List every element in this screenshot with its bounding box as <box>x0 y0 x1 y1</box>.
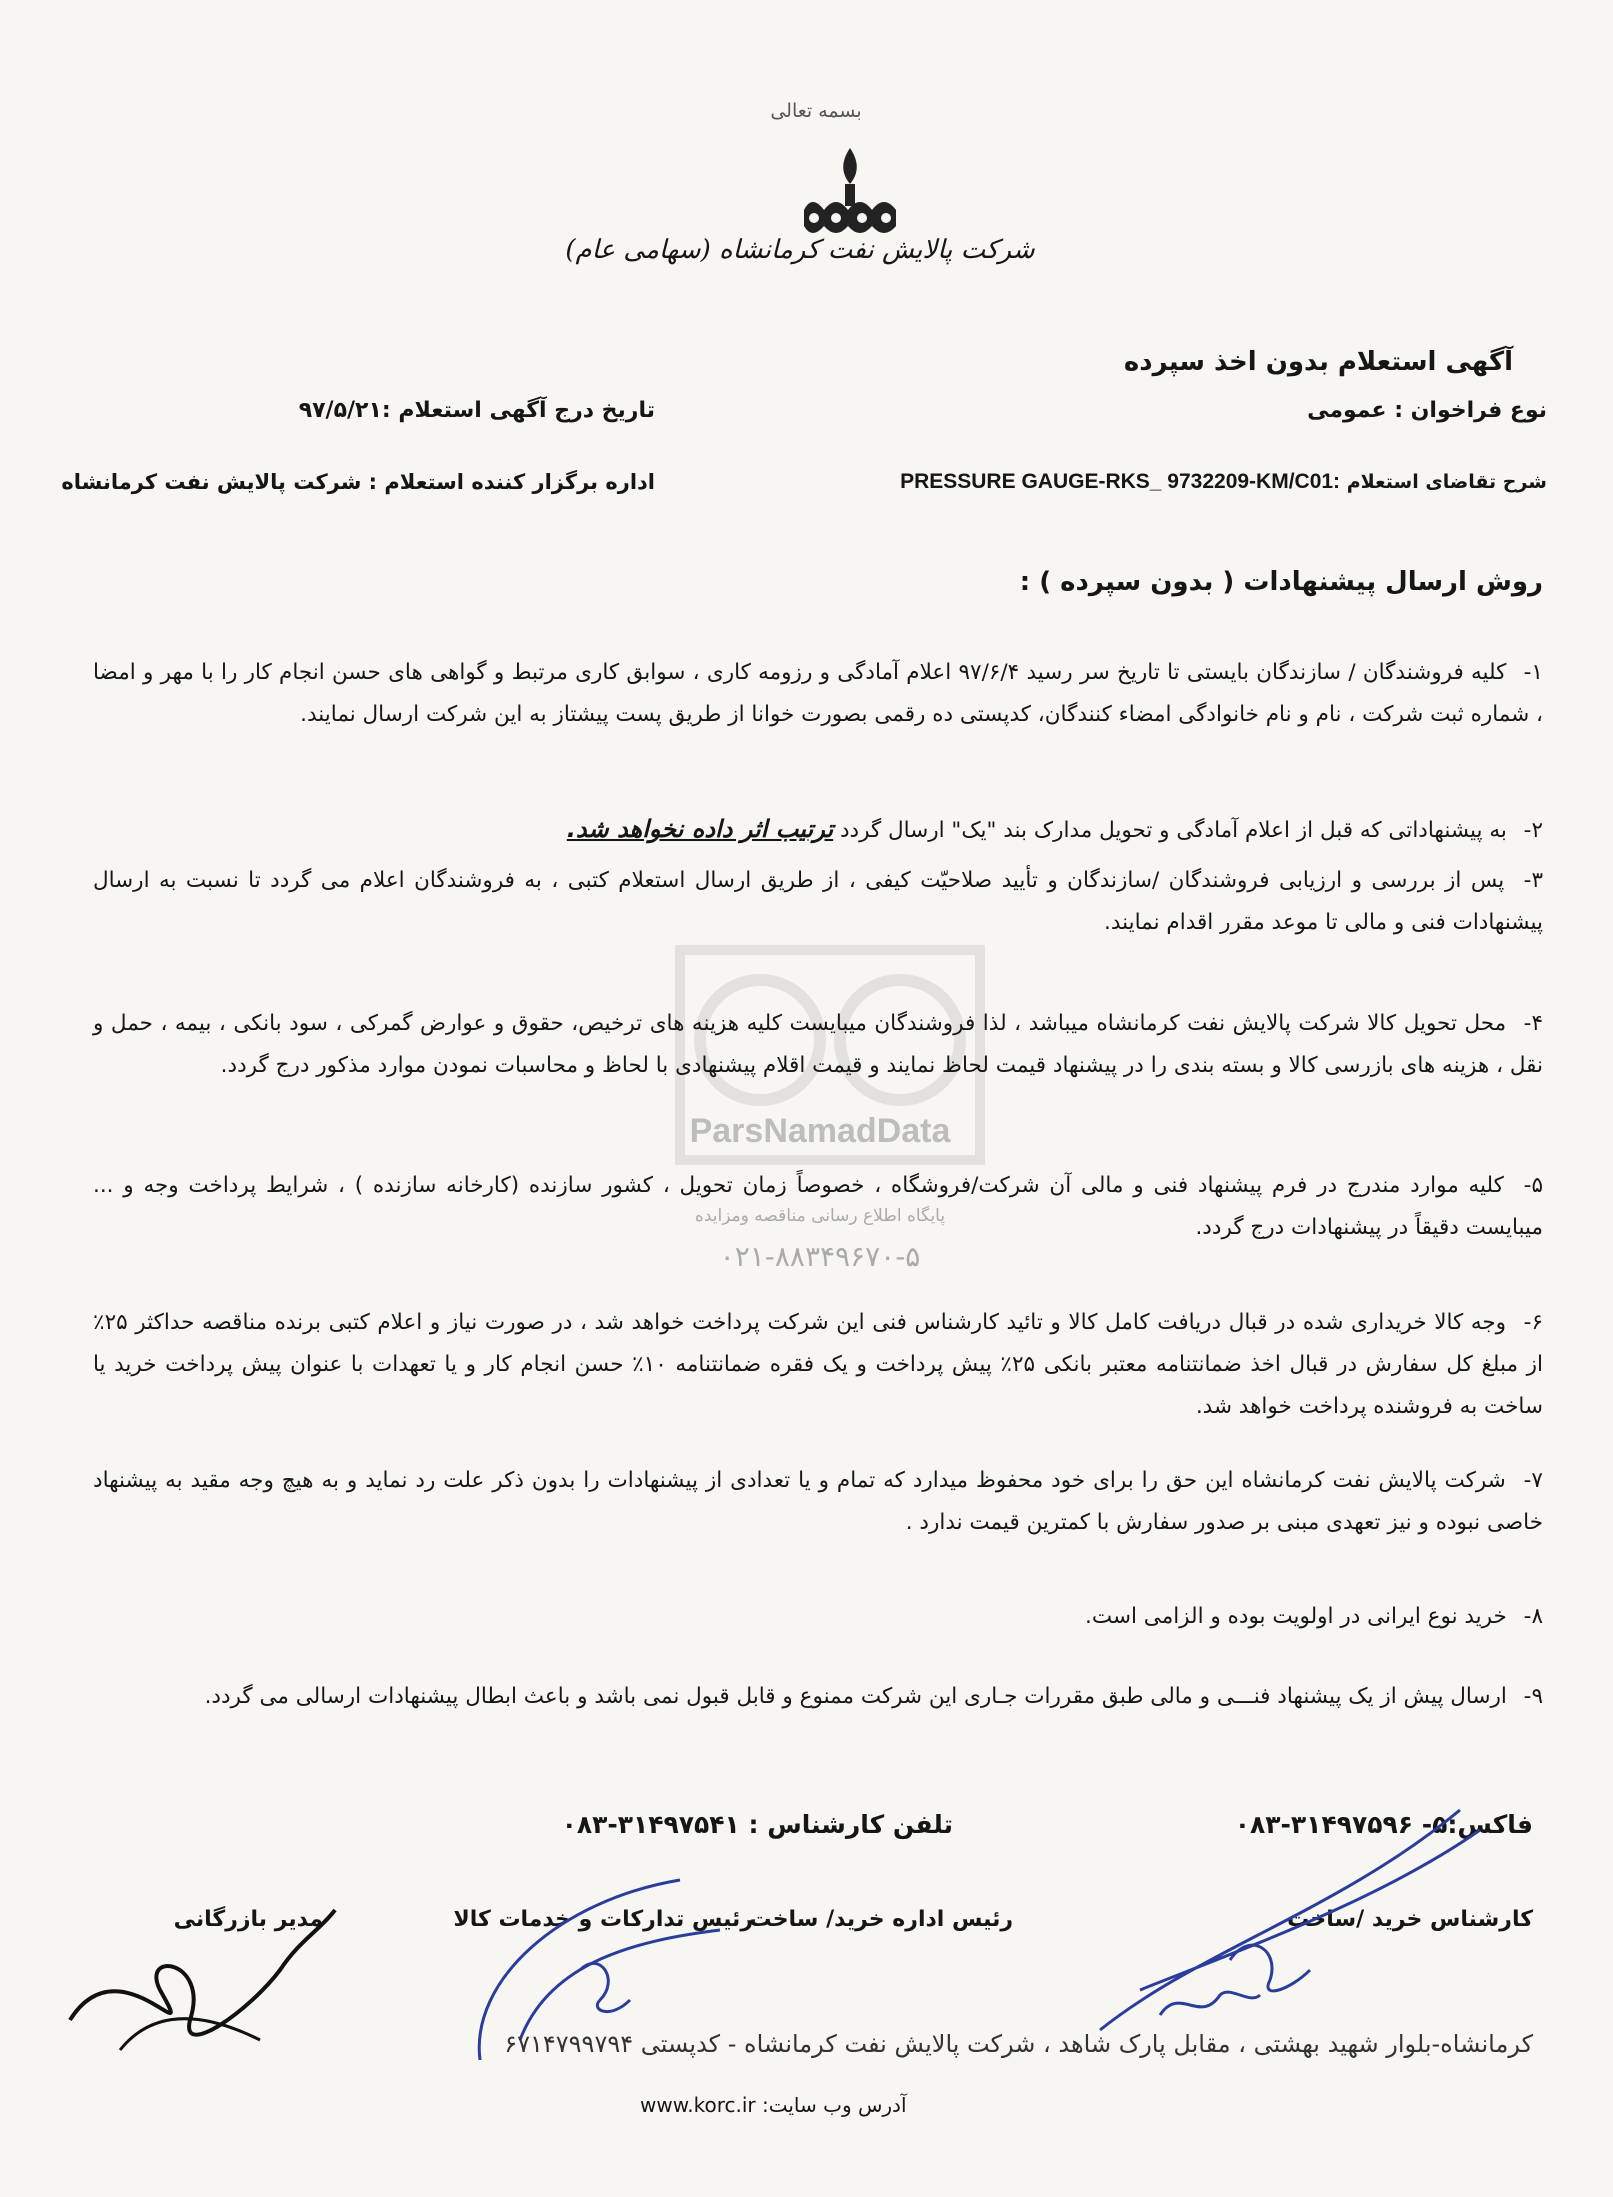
list-item <box>93 1676 1543 1718</box>
list-item <box>93 1165 1543 1249</box>
item-text: کلیه موارد مندرج در فرم پیشنهاد فنی و مالی آن شرکت/فروشگاه ، خصوصاً زمان تحویل ، کشور سازنده (کارخانه سازنده ) ، شرایط پرداخت وجه و ... میبایست دقیقاً در پیشنهادات درج گردد. <box>93 1173 1543 1240</box>
item-emphasis: ترتیب اثر داده نخواهد شد. <box>566 815 834 843</box>
signatory-commerce-manager: مدیر بازرگانی <box>173 1907 323 1932</box>
publish-date: تاریخ درج آگهی استعلام :۹۷/۵/۲۱ <box>298 398 655 423</box>
list-item <box>93 652 1543 736</box>
item-number: ۱- <box>1523 660 1543 685</box>
signature-initial-icon <box>1150 1975 1270 2035</box>
list-item <box>93 860 1543 944</box>
notice-title: آگهی استعلام بدون اخذ سپرده <box>1123 347 1513 377</box>
item-text: به پیشنهاداتی که قبل از اعلام آمادگی و تحویل مدارک بند "یک" ارسال گردد <box>839 818 1507 843</box>
request-description <box>900 470 1547 494</box>
list-item <box>93 1596 1543 1638</box>
item-text: خرید نوع ایرانی در اولویت بوده و الزامی است. <box>1085 1604 1507 1629</box>
item-text: پس از بررسی و ارزیابی فروشندگان /سازندگان و تأیید صلاحیّت کیفی ، از طریق ارسال استعلام کتبی ، به فروشندگان اعلام می گردد تا نسبت به ارسال پیشنهادات فنی و مالی تا موعد مقرر اقدام نمایند. <box>93 868 1543 935</box>
list-item <box>93 1460 1543 1544</box>
signatory-procurement-head: رئیس تدارکات و خدمات کالا <box>453 1907 753 1932</box>
expert-phone: تلفن کارشناس : ۳۱۴۹۷۵۴۱-۰۸۳ <box>561 1810 953 1839</box>
basmala-text: بسمه تعالی <box>770 100 862 122</box>
item-number: ۶- <box>1523 1310 1543 1335</box>
item-number: ۲- <box>1523 818 1543 843</box>
call-type: نوع فراخوان : عمومی <box>1307 398 1547 423</box>
list-item <box>93 1003 1543 1087</box>
fax-number: فاکس:۵- ۳۱۴۹۷۵۹۶-۰۸۳ <box>1234 1810 1533 1839</box>
item-number: ۸- <box>1523 1604 1543 1629</box>
item-number: ۳- <box>1523 868 1543 893</box>
website-address: آدرس وب سایت: www.korc.ir <box>640 2093 907 2117</box>
item-number: ۹- <box>1523 1684 1543 1709</box>
list-item <box>93 1302 1543 1428</box>
request-description-label: شرح تقاضای استعلام <box>1346 471 1547 493</box>
item-text: ارسال پیش از یک پیشنهاد فنـــی و مالی طبق مقررات جـاری این شرکت ممنوع و قابل قبول نمی باشد و باعث ابطال پیشنهادات ارسالی می گردد. <box>204 1684 1507 1709</box>
item-number: ۴- <box>1523 1011 1543 1036</box>
request-code: PRESSURE GAUGE-RKS_ 9732209-KM/C01: <box>900 470 1341 493</box>
item-text: کلیه فروشندگان / سازندگان بایستی تا تاریخ سر رسید ۹۷/۶/۴ اعلام آمادگی و رزومه کاری ، سوابق کاری مرتبط و گواهی های حسن انجام کار را با مهر و امضا ، شماره ثبت شرکت ، نام و نام خانوادگی امضاء کنندگان، کدپستی ده رقمی بصورت خوانا از طریق پست پیشتاز به این شرکت ارسال نمایند. <box>93 660 1543 727</box>
watermark-name: ParsNamadData <box>689 1112 951 1150</box>
item-number: ۷- <box>1523 1468 1543 1493</box>
nioc-logo-icon <box>790 140 910 250</box>
signature-purchase-expert-icon <box>1080 1790 1500 2050</box>
footer-address: کرمانشاه-بلوار شهید بهشتی ، مقابل پارک شاهد ، شرکت پالایش نفت کرمانشاه - کدپستی ۶۷۱۴۷۹۹۷۹۴ <box>504 2030 1533 2058</box>
item-text: محل تحویل کالا شرکت پالایش نفت کرمانشاه میباشد ، لذا فروشندگان میبایست کلیه هزینه های ترخیص، حقوق و عوارض گمرکی ، سود بانکی ، بیمه ، حمل و نقل ، هزینه های بازرسی کالا و بسته بندی را در پیشنهاد قیمت لحاظ نمایند و قیمت اقلام پیشنهادی با لحاظ و محاسبات نمودن موارد مذکور درج گردد. <box>93 1011 1543 1078</box>
watermark-subtitle: پایگاه اطلاع رسانی مناقصه ومزایده <box>694 1206 946 1226</box>
signatory-purchase-head: رئیس اداره خرید/ ساخت <box>749 1907 1013 1932</box>
section-title: روش ارسال پیشنهادات ( بدون سپرده ) : <box>1019 567 1543 597</box>
item-number: ۵- <box>1523 1173 1543 1198</box>
item-text: وجه کالا خریداری شده در قبال دریافت کامل کالا و تائید کارشناس فنی این شرکت پرداخت خواهد شد ، در صورت نیاز و اعلام کتبی برنده مناقصه حداکثر ۲۵٪ از مبلغ کل سفارش در قبال اخذ ضمانتنامه معتبر بانکی ۲۵٪ پیش پرداخت و یک فقره ضمانتنامه ۱۰٪ حسن انجام کار و یا تعهدات با عنوان پیش پرداخت خرید یا ساخت به فروشنده پرداخت خواهد شد. <box>93 1310 1543 1419</box>
watermark-phone: ۰۲۱-۸۸۳۴۹۶۷۰-۵ <box>719 1240 921 1273</box>
list-item <box>93 808 1543 852</box>
organizer: اداره برگزار کننده استعلام : شرکت پالایش نفت کرمانشاه <box>61 470 655 494</box>
company-name: شرکت پالایش نفت کرمانشاه (سهامی عام) <box>565 235 1035 265</box>
signatory-purchase-expert: کارشناس خرید /ساخت <box>1287 1907 1533 1932</box>
item-text: شرکت پالایش نفت کرمانشاه این حق را برای خود محفوظ میدارد که تمام و یا تعدادی از پیشنهادات را بدون ذکر علت رد نماید و به هیچ وجه مقید به پیشنهاد خاصی نبوده و نیز تعهدی مبنی بر صدور سفارش با کمترین قیمت ندارد . <box>93 1468 1543 1535</box>
